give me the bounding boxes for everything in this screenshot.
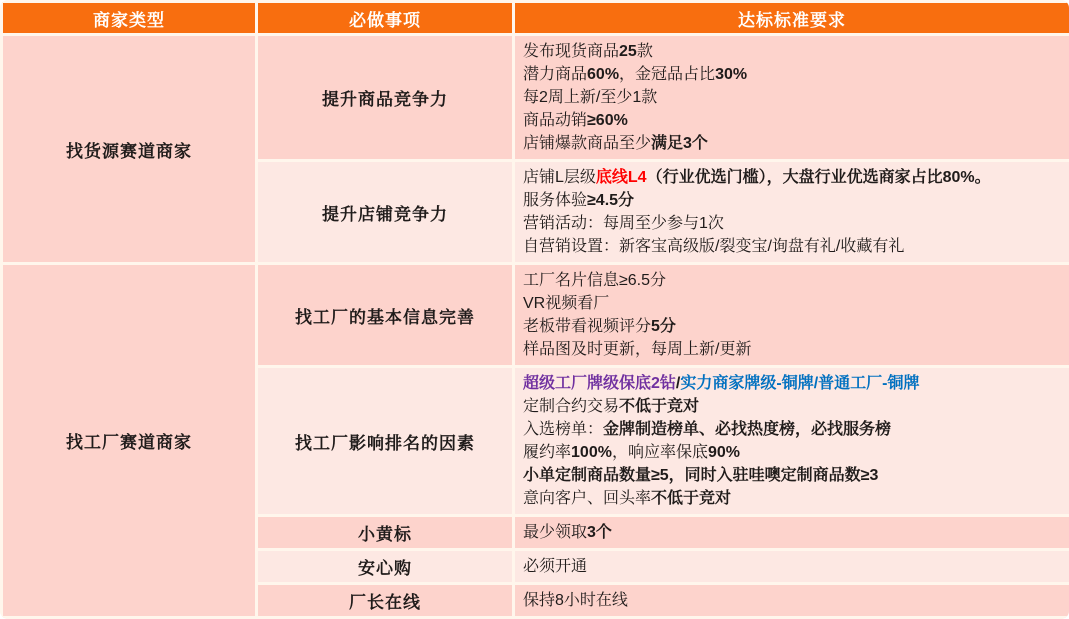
requirement-line [523,372,1061,395]
cell-merchant-type: 找工厂赛道商家 [2,264,257,618]
table-row [2,35,1069,161]
cell-requirements [514,516,1069,550]
requirement-line [523,166,1061,189]
requirement-segment: 潜力商品 [523,66,587,83]
requirement-line [523,555,1061,578]
requirement-segment: 发布现货商品 [523,43,619,60]
cell-task: 小黄标 [257,516,514,550]
requirement-line [523,189,1061,212]
requirement-line [523,589,1061,612]
header-cell-standards: 达标标准要求 [514,2,1069,35]
requirement-segment: ，响应率保底 [612,444,708,461]
requirement-segment: 工厂名片信息≥6.5分 [523,272,666,289]
requirement-segment: 定制合约交易 [523,398,619,415]
header-row [2,2,1069,35]
requirement-segment: ≥4.5分 [587,192,634,209]
cell-requirements [514,264,1069,367]
requirement-segment: ，金冠品占比 [619,66,715,83]
cell-requirements [514,161,1069,264]
cell-task: 找工厂影响排名的因素 [257,367,514,516]
requirement-segment: 100% [571,444,612,461]
requirement-segment: 老板带看视频评分 [523,318,651,335]
requirement-segment: / [676,375,680,392]
requirement-line [523,63,1061,86]
requirement-line [523,487,1061,510]
requirement-segment: 不低于竞对 [619,398,699,415]
requirement-segment: 超级工厂牌级保底2钻 [523,375,676,392]
requirement-line [523,418,1061,441]
requirement-segment: 3个 [587,524,612,541]
requirement-segment: 店铺L层级 [523,169,596,186]
requirement-segment: 店铺爆款商品至少 [523,135,651,152]
requirement-segment: （行业优选门槛），大盘行业优选商家占比80%。 [647,169,991,186]
requirement-segment: 实力商家牌级-铜牌/普通工厂-铜牌 [680,375,919,392]
requirement-segment: 底线L4 [596,169,647,186]
cell-task: 安心购 [257,550,514,584]
requirement-segment: ≥60% [587,112,628,129]
table-header [2,2,1069,35]
requirement-segment: 30% [715,66,747,83]
requirement-segment: 样品图及时更新，每周上新/更新 [523,341,751,358]
requirement-segment: 不低于竞对 [651,490,731,507]
requirement-segment: 90% [708,444,740,461]
cell-task: 厂长在线 [257,584,514,618]
cell-merchant-type: 找货源赛道商家 [2,35,257,264]
requirement-segment: 最少领取 [523,524,587,541]
requirement-line [523,464,1061,487]
header-cell-merchant-type: 商家类型 [2,2,257,35]
requirement-line [523,269,1061,292]
cell-task: 提升店铺竞争力 [257,161,514,264]
requirement-line [523,315,1061,338]
cell-task: 提升商品竞争力 [257,35,514,161]
requirement-line [523,292,1061,315]
requirement-segment: 商品动销 [523,112,587,129]
table-body [2,35,1069,618]
requirement-segment: 每2周上新/至少1款 [523,89,657,106]
requirement-segment: 5分 [651,318,676,335]
requirement-segment: 必须开通 [523,558,587,575]
requirement-line [523,395,1061,418]
requirement-segment: 意向客户、回头率 [523,490,651,507]
requirement-segment: 服务体验 [523,192,587,209]
cell-task: 找工厂的基本信息完善 [257,264,514,367]
requirement-line [523,235,1061,258]
requirement-segment: 小单定制商品数量≥5，同时入驻哇噢定制商品数≥3 [523,467,878,484]
header-cell-tasks: 必做事项 [257,2,514,35]
requirement-segment: 款 [637,43,653,60]
requirement-line [523,109,1061,132]
cell-requirements [514,367,1069,516]
requirement-segment: 60% [587,66,619,83]
requirement-segment: VR视频看厂 [523,295,609,312]
requirement-segment: 履约率 [523,444,571,461]
requirement-line [523,521,1061,544]
requirement-line [523,132,1061,155]
table-row [2,264,1069,367]
requirement-line [523,441,1061,464]
requirement-segment: 营销活动：每周至少参与1次 [523,215,724,232]
cell-requirements [514,35,1069,161]
requirement-line [523,212,1061,235]
requirement-segment: 入选榜单： [523,421,603,438]
cell-requirements [514,550,1069,584]
requirement-segment: 满足3个 [651,135,708,152]
requirement-segment: 25 [619,43,637,60]
requirement-segment: 自营销设置：新客宝高级版/裂变宝/询盘有礼/收藏有礼 [523,238,904,255]
cell-requirements [514,584,1069,618]
requirement-segment: 保持8小时在线 [523,592,628,609]
requirement-segment: 金牌制造榜单、必找热度榜，必找服务榜 [603,421,891,438]
requirement-line [523,40,1061,63]
requirement-line [523,86,1061,109]
requirement-line [523,338,1061,361]
